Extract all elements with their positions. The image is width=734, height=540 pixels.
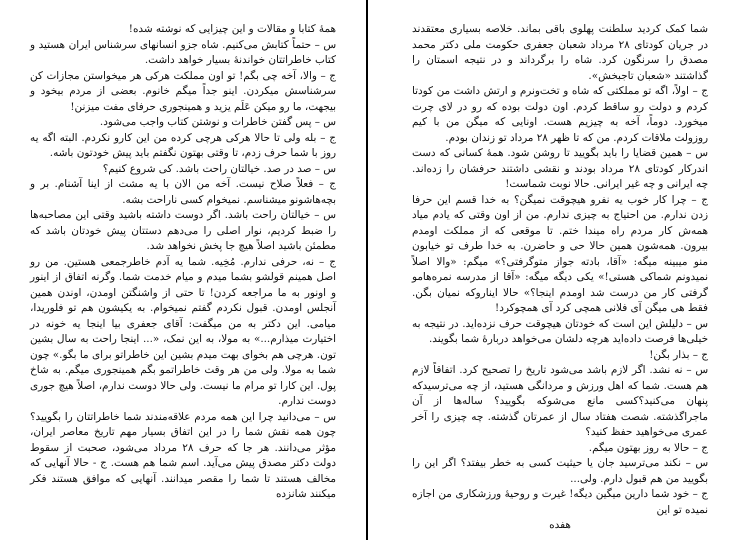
paragraph: ج – بذار بگن! [649, 348, 708, 361]
paragraph: س – خیالتان راحت باشد. اگر دوست داشته باشید وقتی این مصاحبه‌ها را ضبط کردیم، نوار اصلی را می‌دهم دستتان پیش خودتان باشد که مطمئن باشید اصلاً هیچ جا پخش نخواهد شد. [30, 209, 336, 252]
paragraph: س – پس گفتن خاطرات و نوشتن کتاب واجب می‌شود. [99, 116, 336, 128]
paragraph: ج – چرا کار خوب یه نفرو هیچوقت نمیگن؟ به خدا قسم این حرفا زدن ندارم. من احتیاج به چیزی ندارم. من از اون وقتی که یادم میاد همه‌ش کار مردم راه میندا ختم. تا موقعی که از مملکت اومدم بیرون. همه‌شون همین حالا حی و حاضرن. به خدا طرف تو خیابون منو میبینه میگه: «آقا، بادته جواز متوگرفتی؟» میگم: «والا اصلاً نمیدونم شماکی هستی!» یکی دیگه میگه: «آقا از مدرسه نمره‌هامو گرفتی کار من درست شد اومدم اینجا؟» حالا ایناروکه نمیان بگن. فقط هی میگن آی فلانی همچی کرد آی همچوکرد! [412, 193, 708, 314]
left-page-text [30, 22, 336, 503]
paragraph: ج – نه، حرفی ندارم. مُخِیه. شما یه آدم خاطرجمعی هستین. من رو اصل همینم قولشو بشما میدم و میام خدمت شما. وگرنه اتفاق از اینور و اونور به ما مراجعه کردن! تا حتی از واشنگتن اومدن، اوندن همین آنجلس اومدن. قبول نکردم گفتم نمیخوام. به یکیشون هم تو فلوریدا، میامی. این دکتر به من میگفت: آقای جعفری بیا اینجا یه خونه در اختیارت میذارم...» به مولا، به این نمک، «... اینجا راحت به سال بشین تون. هرچی هم بخوای بهت میدم بشین این خاطراتو برای ما بگو.» چون شما به مولا. ولی من هر وقت خاطراتمو بگم همینجوری میگم. به شاخ پول. این کارا تو مرام ما نیست. ولی حالا دوست ندارم، اصلاً هیچ جوری دوست ندارم. [30, 255, 336, 407]
paragraph: ج – بله ولی تا حالا هرکی هرچی کرده من این کارو نکردم. البته اگه یه روز با شما حرف زدم، تا وقتی بهتون نگفتم باید پیش خودتون باشه. [30, 131, 336, 159]
paragraph: ج – والا، آخه چی بگم! تو اون مملکت هرکی هر میخواستن مجازات کن سرشناسش میکردن. اینو جداً میگم خانوم. بعضی از مردم بیخود و بیجهت، ما رو میکن عَلَم یزید و همینجوری حرفای مفت میزنن! [30, 69, 336, 113]
paragraph: س – صد در صد. خیالتان راحت باشد. کی شروع کنیم؟ [102, 162, 336, 175]
paragraph: س – نکند می‌ترسید جان یا حیثیت کسی به خطر بیفتد؟ اگر این را بگویید من هم قبول دارم. ولی... [412, 457, 708, 485]
paragraph: س – می‌دانید چرا این همه مردم علاقه‌مندند شما خاطراتتان را بگویید؟ چون همه نقش شما را در این اتفاق بسیار مهم تاریخ معاصر ایران، مؤثر می‌دانند. هر جا که حرف ۲۸ مرداد می‌شود، صحبت از سقوط دولت دکتر مصدق پیش می‌آید. اسم شما هم هست. ج - حالا آنهایی که مخالف هستند تا شما را مقصر میدانند. آنهایی که موافق هستند فکر میکنند شانزده [30, 410, 336, 500]
paragraph: س – دلیلش این است که خودتان هیچوقت حرف نزده‌اید. در نتیجه به خیلی‌ها فرصت داده‌اید هرچه دلشان می‌خواهد دربارهٔ شما بگویند. [412, 317, 708, 345]
right-page [368, 0, 734, 540]
paragraph: س – نه نشد. اگر لازم باشد می‌شود تاریخ را تصحیح کرد. اتفاقاً لازم هم هست. شما که اهل ورزش و مردانگی هستید، از چه می‌ترسیدکه پنهان می‌کنید؟کسی مانع می‌شوکه بگویید؟ ساله‌ها از آن ماجراگذشته. شصت هفتاد سال از عمرتان گذشته. چه چیزی را آخر عمری می‌خواهید حفظ کنید؟ [412, 364, 708, 438]
paragraph: ج – خود شما دارین میگین دیگه! غیرت و روحیهٔ ورزشکاری من اجازه نمیده تو این [412, 488, 708, 516]
paragraph: ج – فعلاً صلاح نیست. آخه من الان با یه مشت از اینا آشنام. بر و بچه‌هاشونو میشناسم. نمیخوام کسی ناراحت بشه. [30, 178, 336, 206]
paragraph: س – حتماً کتابش می‌کنیم. شاه جزو انسانهای سرشناس ایران هستید و کتاب خاطراتتان خواندنهٔ بسیار خواهد داشت. [30, 38, 336, 66]
page-number: هفده [549, 519, 571, 531]
paragraph: ج – اولاً، اگه تو مملکتی که شاه و تخت‌ونرم و ارتش داشت من کودتا کردم و دولت رو ساقط کردم. اون دولت بوده که رو در لای چرت میخورد. دوماً، آخه به چیزیم هست. اونایی که میگن من با کیم روزولت ملاقات کردم. من که تا ظهر ۲۸ مرداد تو زندان بودم. [412, 85, 708, 144]
left-page [0, 0, 366, 540]
paragraph: همهٔ کتابا و مقالات و این چیزایی که نوشته شده! [128, 23, 336, 35]
paragraph: س – همین قضایا را باید بگویید تا روشن شود. همهٔ کسانی که دست اندرکار کودتای ۲۸ مرداد بودند و نقشی داشتند حرفشان را زده‌اند. چه ایرانی و چه غیر ایرانی. حالا نوبت شماست! [412, 147, 708, 190]
right-page-text [412, 22, 708, 534]
paragraph: ج – حالا به روز بهتون میگم. [588, 441, 708, 454]
paragraph: شما کمک کردید سلطنت پهلوی باقی بماند. خلاصه بسیاری معتقدند در جریان کودتای ۲۸ مرداد شعبان جعفری حکومت ملی دکتر محمد مصدق را سرنگون کرد. شاه را برگرداند و در نتیجه اسمتان را گذاشتند «شعبان تاجبخش». [412, 23, 708, 82]
